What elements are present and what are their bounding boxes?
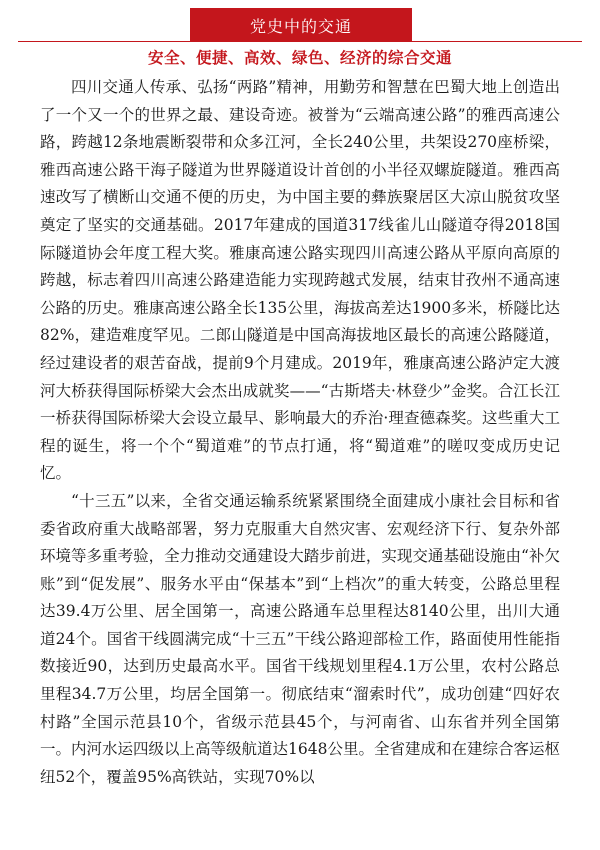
- paragraph: 四川交通人传承、弘扬“两路”精神，用勤劳和智慧在巴蜀大地上创造出了一个又一个的世界之最、建设奇迹。被誉为“云端高速公路”的雅西高速公路，跨越12条地震断裂带和众多江河，全长240公里，共架设270座桥梁，雅西高速公路干海子隧道为世界隧道设计首创的小半径双螺旋隧道。雅西高速改写了横断山交通不便的历史，为中国主要的彝族聚居区大凉山脱贫攻坚奠定了坚实的交通基础。2017年建成的国道317线雀儿山隧道夺得2018国际隧道协会年度工程大奖。雅康高速公路实现四川高速公路从平原向高原的跨越，标志着四川高速公路建造能力实现跨越式发展，结束甘孜州不通高速公路的历史。雅康高速公路全长135公里，海拔高差达1900多米，桥隧比达82%，建造难度罕见。二郎山隧道是中国高海拔地区最长的高速公路隧道，经过建设者的艰苦奋战，提前9个月建成。2019年，雅康高速公路泸定大渡河大桥获得国际桥梁大会杰出成就奖——“古斯塔夫·林登少”金奖。合江长江一桥获得国际桥梁大会设立最早、影响最大的乔治·理查德森奖。这些重大工程的诞生，将一个个“蜀道难”的节点打通，将“蜀道难”的嗟叹变成历史记忆。: [40, 78, 560, 483]
- paragraph: “十三五”以来，全省交通运输系统紧紧围绕全面建成小康社会目标和省委省政府重大战略部署，努力克服重大自然灾害、宏观经济下行、复杂外部环境等多重考验，全力推动交通建设大踏步前进，实现交通基础设施由“补欠账”到“促发展”、服务水平由“保基本”到“上档次”的重大转变，公路总里程达39.4万公里、居全国第一，高速公路通车总里程达8140公里，出川大通道24个。国省干线圆满完成“十三五”干线公路迎部检工作，路面使用性能指数接近90，达到历史最高水平。国省干线规划里程4.1万公里，农村公路总里程34.7万公里，均居全国第一。彻底结束“溜索时代”，成功创建“四好农村路”全国示范县10个，省级示范县45个，与河南省、山东省并列全国第一。内河水运四级以上高等级航道达1648公里。全省建成和在建综合客运枢纽52个，覆盖95%高铁站，实现70%以: [40, 491, 560, 786]
- section-title: 党史中的交通: [249, 16, 352, 36]
- section-header: [190, 8, 412, 42]
- article-subtitle: 安全、便捷、高效、绿色、经济的综合交通: [147, 49, 452, 67]
- article-body: [40, 74, 560, 791]
